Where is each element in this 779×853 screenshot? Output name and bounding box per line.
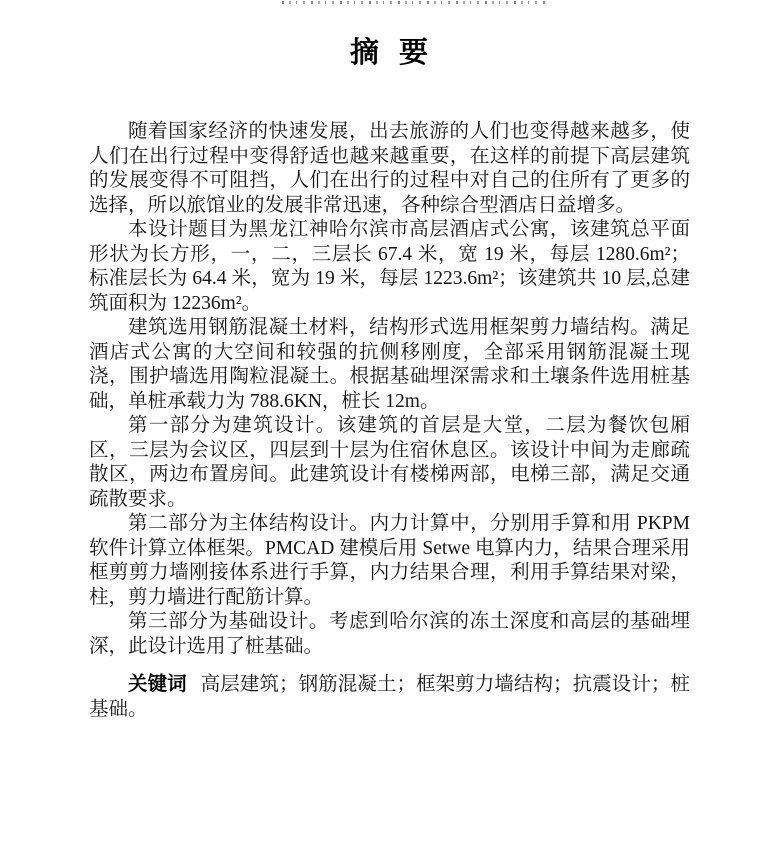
keywords-line (89, 672, 690, 722)
abstract-paragraph-5: 第二部分为主体结构设计。内力计算中，分别用手算和用 PKPM 软件计算立体框架。PMCAD 建模后用 Setwe 电算内力，结果合理采用框剪剪力墙刚接体系进行手算，内力结果合理，利用手算结果对梁，柱，剪力墙进行配筋计算。 (89, 513, 690, 608)
abstract-paragraph-4: 第一部分为建筑设计。该建筑的首层是大堂，二层为餐饮包厢区，三层为会议区，四层到十层为住宿休息区。该设计中间为走廊疏散区，两边布置房间。此建筑设计有楼梯两部，电梯三部，满足交通疏散要求。 (89, 415, 690, 510)
abstract-paragraph-2: 本设计题目为黑龙江神哈尔滨市高层酒店式公寓，该建筑总平面形状为长方形，一，二，三层长 67.4 米，宽 19 米，每层 1280.6m²；标准层长为 64.4 米，宽为 19 米，每层 1223.6m²；该建筑共 10 层,总建筑面积为 12236m²。 (89, 219, 690, 314)
abstract-body (89, 120, 690, 722)
abstract-paragraph-3: 建筑选用钢筋混凝土材料，结构形式选用框架剪力墙结构。满足酒店式公寓的大空间和较强的抗侧移刚度，全部采用钢筋混凝土现浇，围护墙选用陶粒混凝土。根据基础埋深需求和土壤条件选用桩基础，单桩承载力为 788.6KN，桩长 12m。 (89, 317, 690, 412)
abstract-paragraph-6: 第三部分为基础设计。考虑到哈尔滨的冻土深度和高层的基础埋深，此设计选用了桩基础。 (89, 611, 690, 657)
abstract-paragraph-1: 随着国家经济的快速发展，出去旅游的人们也变得越来越多，使人们在出行过程中变得舒适也越来越重要，在这样的前提下高层建筑的发展变得不可阻挡，人们在出行的过程中对自己的住所有了更多的选择，所以旅馆业的发展非常迅速，各种综合型酒店日益增多。 (89, 121, 690, 216)
keywords-label: 关键词 (128, 673, 187, 695)
clipped-header-text (282, 0, 548, 5)
keywords-text: 高层建筑；钢筋混凝土；框架剪力墙结构；抗震设计；桩基础。 (89, 674, 690, 720)
page-title: 摘 要 (349, 37, 430, 69)
